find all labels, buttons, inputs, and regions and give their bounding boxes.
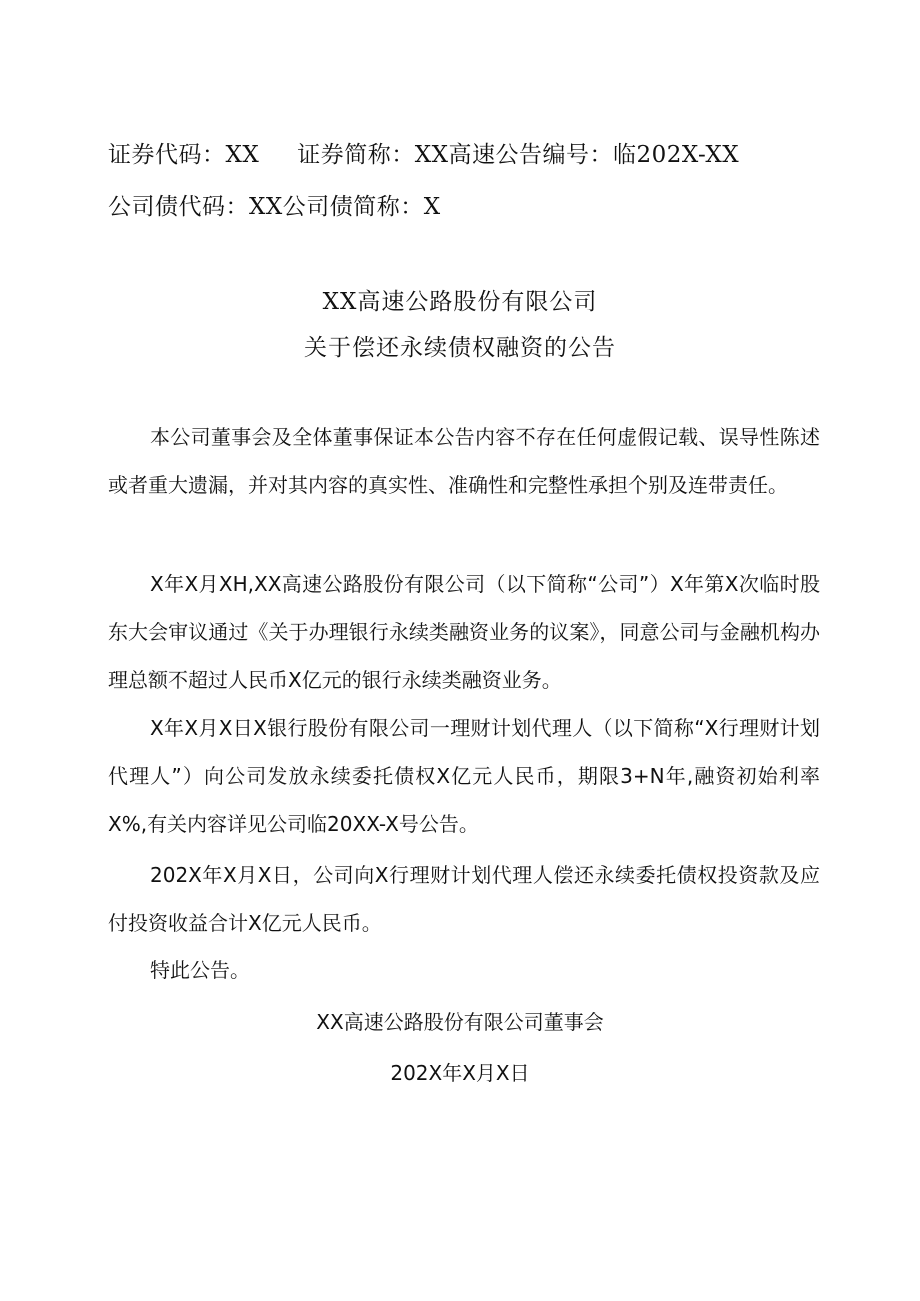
bond-code-line: 公司债代码：XX公司债简称：X [108, 194, 441, 220]
securities-abbr-announcement-no: 证券简称：XX高速公告编号：临202X-XX [297, 142, 740, 168]
approval-paragraph-block [108, 560, 820, 704]
approval-paragraph: X年X月XH,XX高速公路股份有限公司（以下简称“公司”）X年第X次临时股东大会审议通过《关于办理银行永续类融资业务的议案》，同意公司与金融机构办理总额不超过人民币X亿元的银行永续类融资业务。 [108, 572, 820, 692]
closing-paragraph-block [108, 946, 820, 994]
repayment-paragraph: 202X年X月X日，公司向X行理财计划代理人偿还永续委托债权投资款及应付投资收益合计X亿元人民币。 [108, 863, 820, 935]
announcement-title: 关于偿还永续债权融资的公告 [304, 335, 616, 361]
securities-code-line [108, 136, 739, 169]
signature-organization: XX高速公路股份有限公司董事会 [316, 1010, 604, 1034]
signature-date: 202X年X月X日 [390, 1061, 530, 1085]
securities-code: 证券代码：XX [108, 142, 260, 168]
disclaimer-paragraph: 本公司董事会及全体董事保证本公告内容不存在任何虚假记载、误导性陈述或者重大遗漏，并对其内容的真实性、准确性和完整性承担个别及连带责任。 [108, 425, 820, 497]
disclaimer-paragraph-block [108, 413, 820, 509]
company-name-title: XX高速公路股份有限公司 [322, 289, 598, 315]
financing-paragraph: X年X月X日X银行股份有限公司一理财计划代理人（以下简称“X行理财计划代理人”）向公司发放永续委托债权X亿元人民币，期限3+N年,融资初始利率X%,有关内容详见公司临20XX-X号公告。 [108, 716, 820, 836]
closing-paragraph: 特此公告。 [150, 958, 250, 982]
financing-paragraph-block [108, 704, 820, 848]
repayment-paragraph-block [108, 851, 820, 947]
